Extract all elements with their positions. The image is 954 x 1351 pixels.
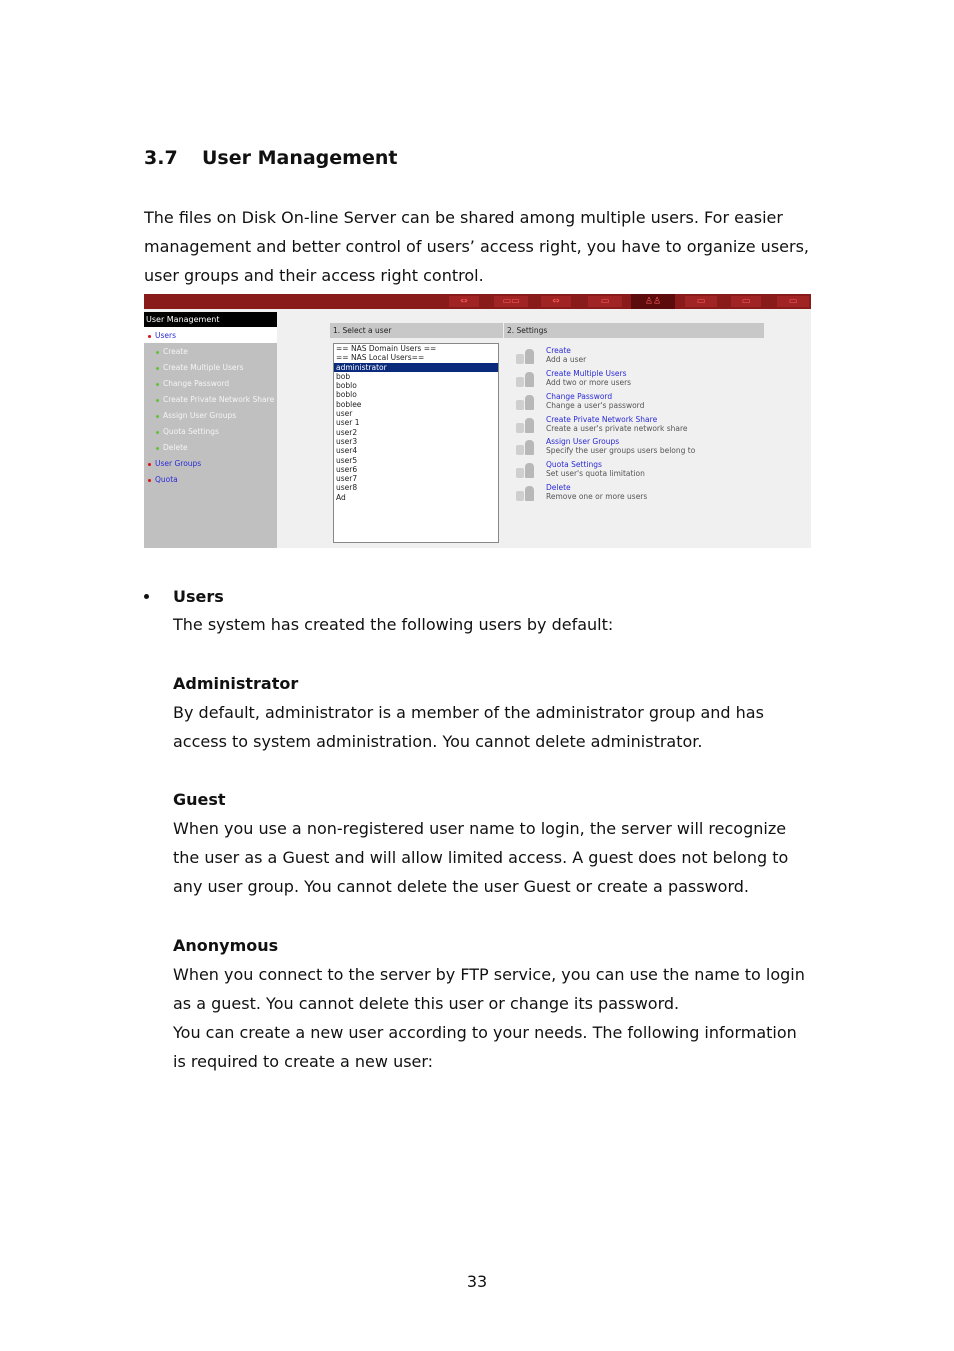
nav-item-quota-settings[interactable]: Quota Settings [156, 427, 219, 436]
users-title: Users [173, 587, 224, 606]
setting-link[interactable]: Quota Settings [546, 460, 602, 469]
text-line: When you use a non-registered user name to login, the server will recognize [173, 819, 787, 838]
arrows-icon: ⇔ [552, 296, 560, 306]
nav-item-users[interactable]: Users [148, 331, 176, 340]
text-line: as a guest. You cannot delete this user or change its password. [173, 994, 680, 1013]
left-panel-title: User Management [144, 312, 277, 327]
folder-icon: ▭ [696, 296, 706, 306]
toolbar-button[interactable] [588, 296, 622, 307]
nav-item-assign-user-groups[interactable]: Assign User Groups [156, 411, 236, 420]
select-user-header: 1. Select a user [330, 323, 503, 338]
intro-line: management and better control of users’ access right, you have to organize users, [144, 237, 809, 256]
setting-link[interactable]: Delete [546, 483, 571, 492]
setting-link[interactable]: Assign User Groups [546, 437, 620, 446]
remove-user-icon [514, 485, 536, 503]
setting-description: Set user's quota limitation [546, 469, 645, 478]
nav-item-user-groups[interactable]: User Groups [148, 459, 201, 468]
list-item[interactable]: boblee [336, 399, 362, 409]
list-item[interactable]: boblo [336, 390, 357, 400]
list-item[interactable]: boblo [336, 381, 357, 391]
add-user-icon [514, 348, 536, 366]
list-item[interactable]: user6 [336, 464, 358, 474]
list-item[interactable]: == NAS Local Users== [336, 353, 425, 363]
bullet-icon [156, 383, 159, 386]
text-line: any user group. You cannot delete the user Guest or create a password. [173, 877, 749, 896]
bullet-icon [148, 335, 151, 338]
toolbar-button[interactable] [541, 296, 571, 307]
section-title: User Management [202, 147, 398, 169]
setting-description: Add two or more users [546, 378, 632, 387]
toolbar-button[interactable] [449, 296, 479, 307]
text-line: is required to create a new user: [173, 1052, 434, 1071]
intro-line: user groups and their access right control. [144, 266, 484, 285]
settings-header: 2. Settings [504, 323, 764, 338]
list-item[interactable]: == NAS Domain Users == [336, 344, 437, 353]
bullet-icon [156, 399, 159, 402]
toolbar-button[interactable] [777, 296, 809, 307]
users-icon: ♙♙ [644, 296, 662, 306]
share-icon [514, 417, 536, 435]
user-group-icon [514, 439, 536, 457]
list-item[interactable]: Ad [336, 492, 346, 502]
arrows-icon: ⇔ [460, 296, 468, 306]
nav-item-create-multiple-users[interactable]: Create Multiple Users [156, 363, 243, 372]
list-item[interactable]: user7 [336, 474, 358, 484]
setting-description: Specify the user groups users belong to [546, 446, 696, 455]
setting-description: Add a user [546, 355, 587, 364]
bullet-icon [148, 479, 151, 482]
list-item[interactable]: user3 [336, 436, 358, 446]
setting-description: Change a user's password [546, 401, 645, 410]
setting-link[interactable]: Create Multiple Users [546, 369, 627, 378]
list-item[interactable]: user5 [336, 455, 358, 465]
bullet-icon [156, 415, 159, 418]
text-line: You can create a new user according to your needs. The following information [173, 1023, 797, 1042]
list-item[interactable]: user8 [336, 483, 358, 493]
user-management-screenshot [144, 294, 811, 548]
network-icon: ▭▭ [502, 296, 520, 306]
lock-icon [514, 394, 536, 412]
toolbar-button[interactable] [731, 296, 761, 307]
setting-description: Create a user's private network share [546, 424, 688, 433]
toolbar-button-users[interactable] [631, 294, 675, 309]
text-line: When you connect to the server by FTP service, you can use the name to login [173, 965, 805, 984]
disk-icon: ▭ [600, 296, 610, 306]
top-toolbar [144, 294, 811, 309]
section-number: 3.7 [144, 147, 178, 169]
guest-text [173, 814, 823, 901]
page-number: 33 [466, 1272, 488, 1291]
section-heading [144, 147, 397, 169]
list-item-selected[interactable]: administrator [334, 363, 498, 372]
intro-line: The files on Disk On-line Server can be shared among multiple users. For easier [144, 208, 783, 227]
intro-paragraph [144, 203, 824, 290]
guest-title: Guest [173, 790, 226, 809]
setting-link[interactable]: Change Password [546, 392, 613, 401]
toolbar-button[interactable] [494, 296, 528, 307]
list-item[interactable]: bob [336, 371, 351, 381]
administrator-text [173, 698, 823, 756]
users-lead: The system has created the following users by default: [173, 615, 614, 634]
tools-icon: ▭ [741, 296, 751, 306]
add-users-icon [514, 371, 536, 389]
text-line: access to system administration. You cannot delete administrator. [173, 732, 703, 751]
nav-item-change-password[interactable]: Change Password [156, 379, 229, 388]
list-item[interactable]: user4 [336, 446, 358, 456]
administrator-title: Administrator [173, 674, 299, 693]
nav-item-create[interactable]: Create [156, 347, 188, 356]
text-line: By default, administrator is a member of the administrator group and has [173, 703, 764, 722]
bullet-icon [156, 447, 159, 450]
toolbar-button[interactable] [685, 296, 717, 307]
info-icon: ▭ [788, 296, 798, 306]
bullet-icon [156, 367, 159, 370]
quota-icon [514, 462, 536, 480]
bullet-icon [156, 351, 159, 354]
text-line: the user as a Guest and will allow limited access. A guest does not belong to [173, 848, 789, 867]
setting-description: Remove one or more users [546, 492, 648, 501]
list-item[interactable]: user [336, 409, 353, 419]
anonymous-title: Anonymous [173, 936, 279, 955]
bullet-icon [156, 431, 159, 434]
setting-link[interactable]: Create [546, 346, 571, 355]
list-item[interactable]: user2 [336, 427, 358, 437]
list-item[interactable]: user 1 [336, 418, 360, 428]
bullet-icon [148, 463, 151, 466]
nav-item-quota[interactable]: Quota [148, 475, 178, 484]
setting-link[interactable]: Create Private Network Share [546, 415, 658, 424]
user-listbox[interactable] [333, 343, 499, 543]
nav-item-create-private-network-share[interactable]: Create Private Network Share [156, 395, 274, 404]
anonymous-text [173, 960, 823, 1076]
bullet-icon [144, 594, 149, 599]
nav-item-delete[interactable]: Delete [156, 443, 188, 452]
